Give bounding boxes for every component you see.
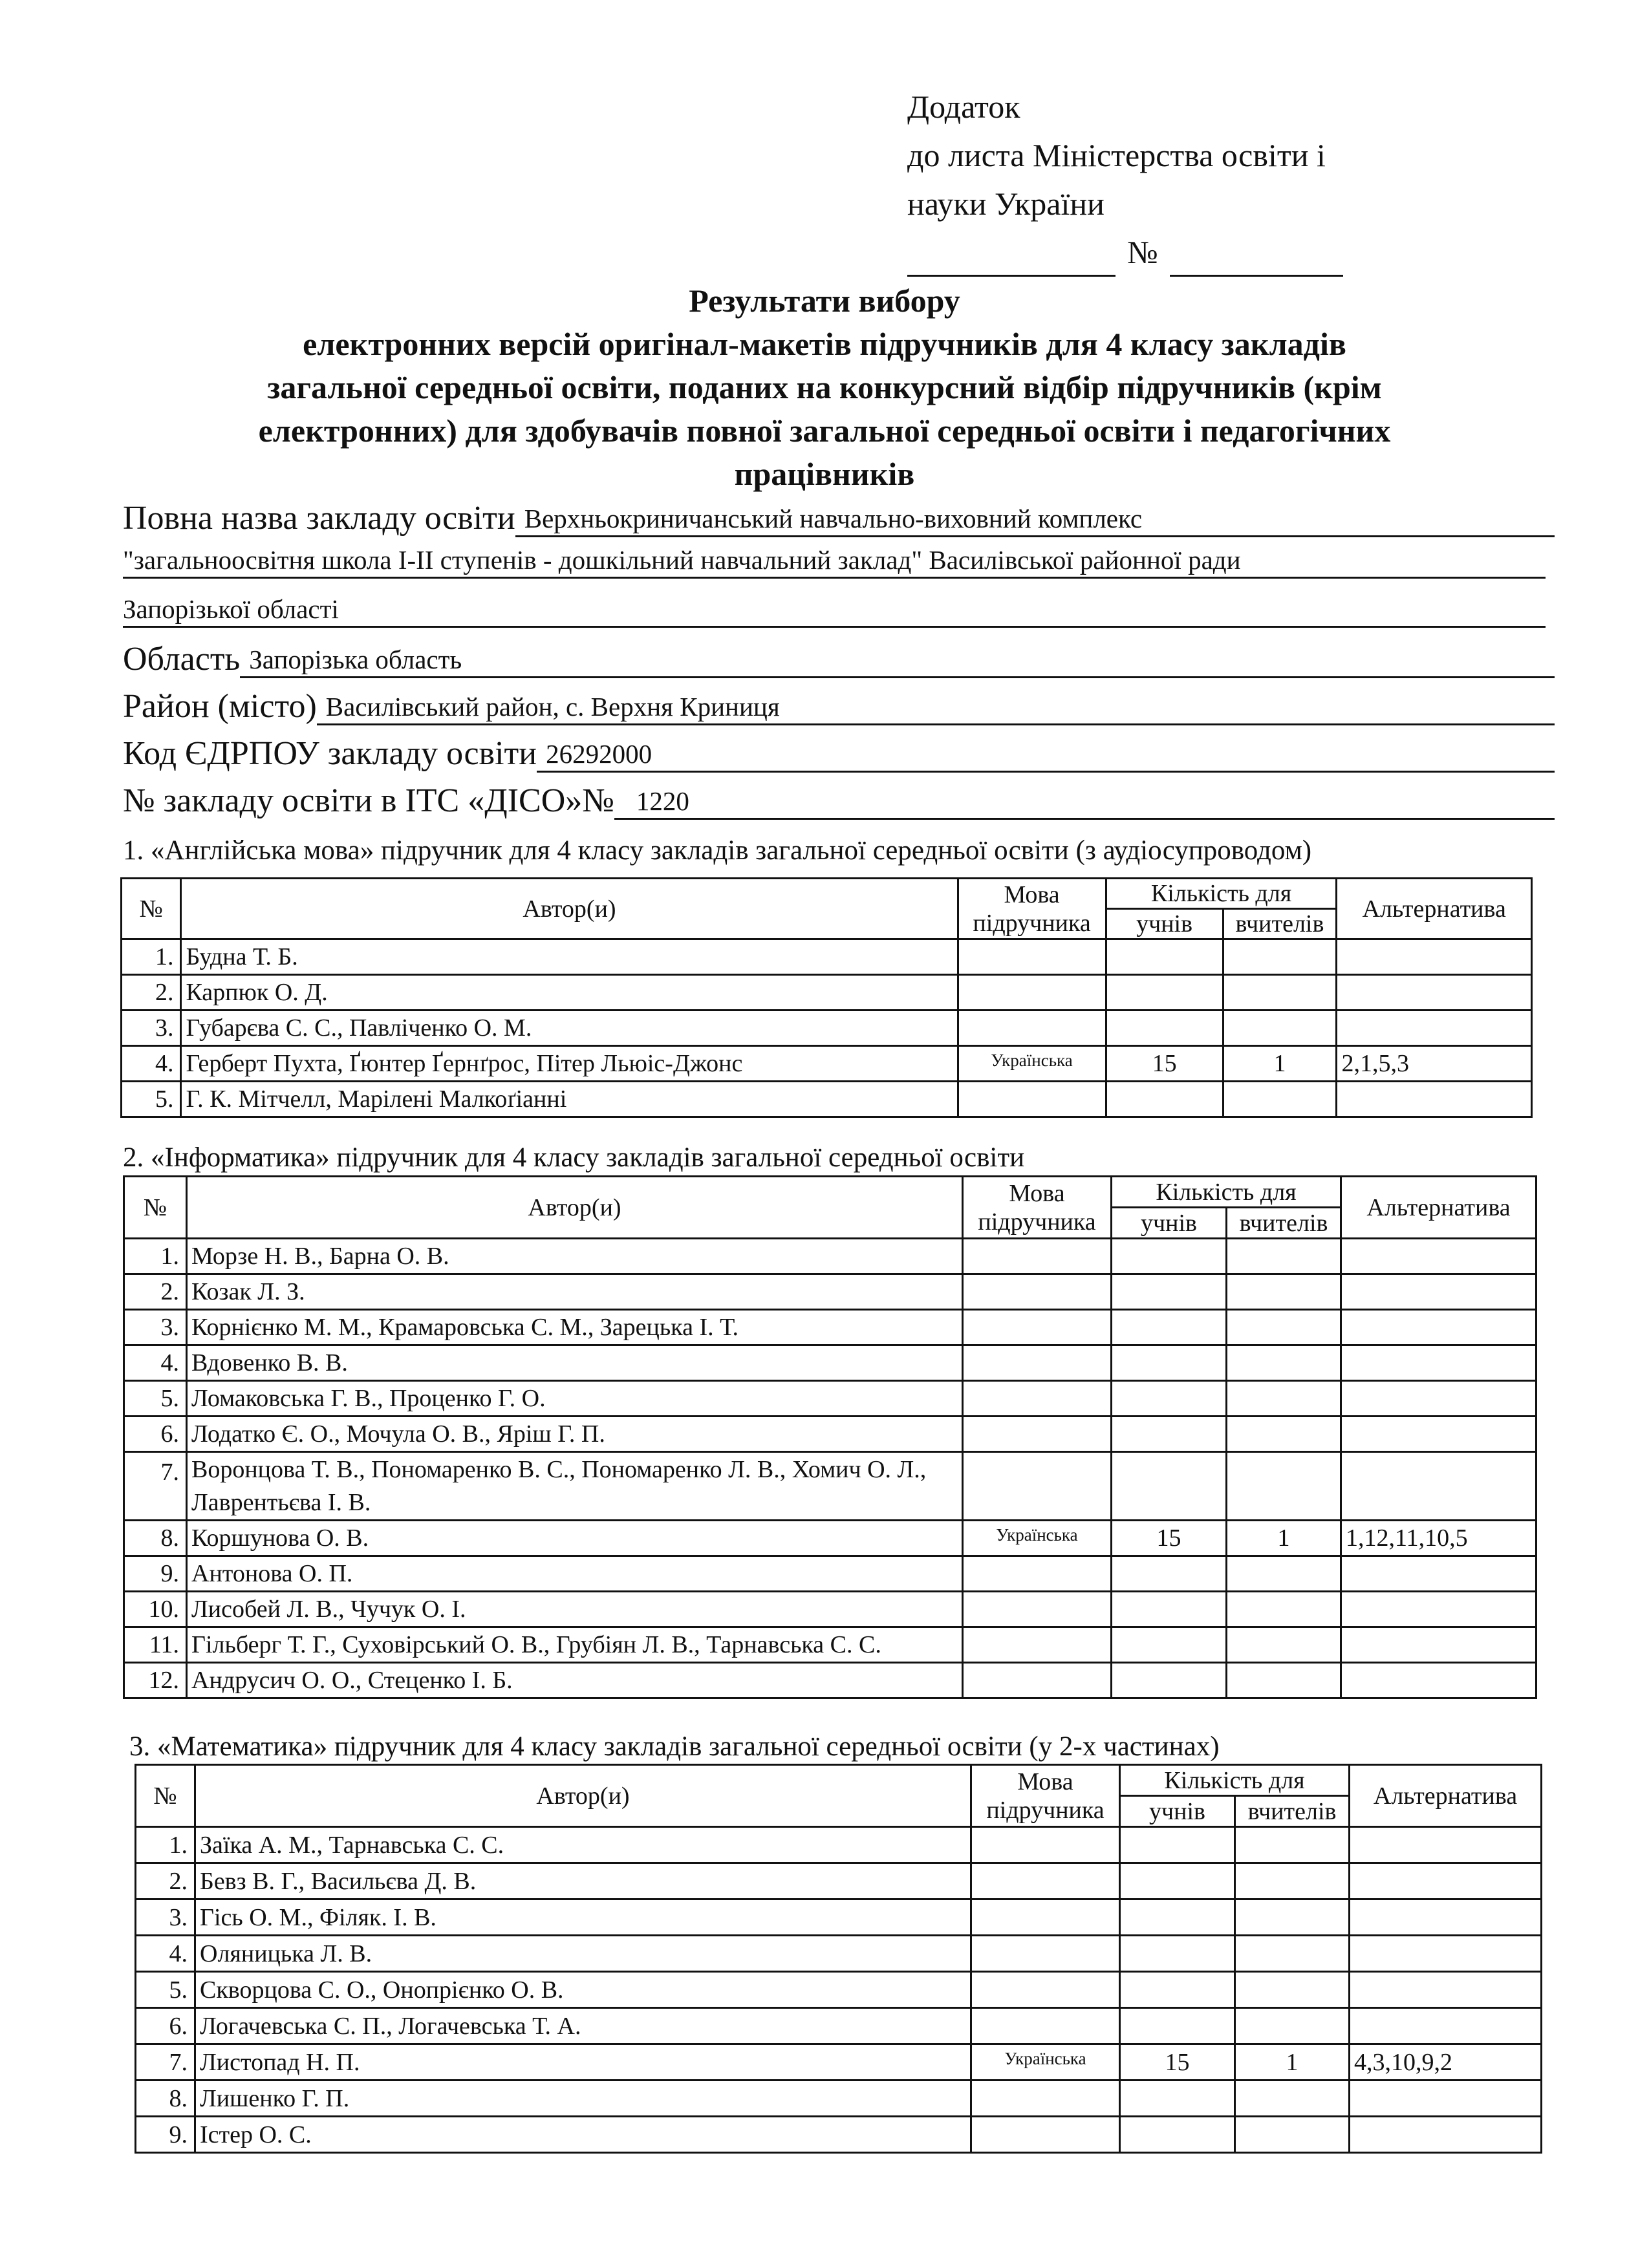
row-teachers [1235,2117,1350,2153]
header-authors: Автор(и) [187,1177,963,1239]
row-lang [971,1899,1120,1936]
row-alt [1350,2081,1542,2117]
row-students [1120,2081,1235,2117]
its-field [123,782,1555,820]
row-author: Коршунова О. В. [187,1521,963,1556]
section-1-title: 1. «Англійська мова» підручник для 4 класу закладів загальної середньої освіти (з аудіосупроводом) [123,835,1312,866]
row-num: 2. [124,1274,187,1310]
row-author: Г. К. Мітчелл, Марілені Малкоґіанні [181,1082,958,1117]
row-teachers [1227,1452,1341,1521]
annex-number-line [907,228,1343,277]
row-author: Антонова О. П. [187,1556,963,1592]
row-num: 9. [136,2117,195,2153]
header-alt: Альтернатива [1350,1765,1542,1827]
row-lang [963,1556,1112,1592]
row-students [1120,1936,1235,1972]
table-row [136,1827,1542,1863]
row-teachers: 1 [1223,1046,1337,1082]
row-students [1112,1417,1227,1452]
row-students: 15 [1106,1046,1223,1082]
letter-number-blank [1170,241,1343,277]
row-alt [1350,2117,1542,2153]
row-author: Оляницька Л. В. [195,1936,971,1972]
header-teachers: вчителів [1223,909,1337,939]
row-lang [958,975,1106,1011]
row-lang [971,1972,1120,2008]
row-lang [963,1310,1112,1345]
section-2-table [123,1175,1537,1699]
full-name-field [123,499,1555,537]
edrpou-label: Код ЄДРПОУ закладу освіти [123,735,537,772]
row-students [1112,1239,1227,1274]
title-line-2: електронних версій оригінал-макетів підручників для 4 класу закладів [303,326,1346,362]
title-line-5: працівників [734,456,915,492]
header-alt: Альтернатива [1341,1177,1536,1239]
row-num: 6. [124,1417,187,1452]
row-teachers [1227,1381,1341,1417]
its-label: № закладу освіти в ІТС «ДІСО»№ [123,782,614,819]
row-alt [1341,1592,1536,1627]
row-students [1120,1827,1235,1863]
row-lang [963,1239,1112,1274]
row-author: Карпюк О. Д. [181,975,958,1011]
table-row [136,1972,1542,2008]
full-name-value-2: "загальноосвітня школа І-ІІ ступенів - дошкільний навчальний заклад" Василівської районної ради [123,543,1546,579]
annex-block [907,83,1343,277]
district-value: Василівський район, с. Верхня Криниця [317,690,1555,725]
row-num: 5. [122,1082,181,1117]
row-num: 5. [124,1381,187,1417]
row-students [1112,1556,1227,1592]
row-author: Істер О. С. [195,2117,971,2153]
row-alt: 4,3,10,9,2 [1350,2044,1542,2081]
row-author: Лодатко Є. О., Мочула О. В., Яріш Г. П. [187,1417,963,1452]
region-field [123,640,1555,678]
row-author: Воронцова Т. В., Пономаренко В. С., Пономаренко Л. В., Хомич О. Л., Лаврентьєва І. В. [187,1452,963,1521]
row-students [1112,1310,1227,1345]
row-teachers: 1 [1227,1521,1341,1556]
header-lang: Мова підручника [971,1765,1120,1827]
table-row [124,1663,1536,1698]
row-num: 10. [124,1592,187,1627]
row-num: 3. [122,1011,181,1046]
row-alt [1337,1082,1532,1117]
row-num: 12. [124,1663,187,1698]
row-teachers [1227,1627,1341,1663]
header-authors: Автор(и) [195,1765,971,1827]
row-alt [1350,2008,1542,2044]
row-author: Корнієнко М. М., Крамаровська С. М., Зарецька І. Т. [187,1310,963,1345]
row-students [1120,2117,1235,2153]
row-num: 4. [122,1046,181,1082]
row-author: Вдовенко В. В. [187,1345,963,1381]
table-row [122,1011,1532,1046]
row-author: Герберт Пухта, Ґюнтер Ґернґрос, Пітер Льюіс-Джонс [181,1046,958,1082]
row-lang [971,1936,1120,1972]
table-row [124,1381,1536,1417]
row-teachers [1235,1827,1350,1863]
title-line-3: загальної середньої освіти, поданих на конкурсний відбір підручників (крім [267,369,1382,405]
row-lang [963,1274,1112,1310]
row-lang [958,939,1106,975]
row-alt [1341,1627,1536,1663]
row-alt [1341,1310,1536,1345]
row-students [1112,1592,1227,1627]
header-teachers: вчителів [1227,1208,1341,1239]
header-lang: Мова підручника [958,879,1106,939]
table-row [124,1417,1536,1452]
header-students: учнів [1120,1796,1235,1827]
table-row [136,2008,1542,2044]
section-3-table [135,1764,1542,2154]
row-alt [1341,1556,1536,1592]
row-author: Губарєва С. С., Павліченко О. М. [181,1011,958,1046]
row-students [1120,1863,1235,1899]
row-alt [1350,1972,1542,2008]
row-students [1112,1627,1227,1663]
row-num: 2. [136,1863,195,1899]
its-value: 1220 [614,784,1555,820]
number-sign: № [1127,234,1158,270]
row-students [1106,975,1223,1011]
row-lang [971,2008,1120,2044]
row-lang [971,2081,1120,2117]
header-alt: Альтернатива [1337,879,1532,939]
row-teachers [1223,1011,1337,1046]
table-row [124,1592,1536,1627]
row-lang: Українська [963,1521,1112,1556]
row-teachers [1223,1082,1337,1117]
row-num: 4. [124,1345,187,1381]
row-num: 1. [122,939,181,975]
district-label: Район (місто) [123,688,317,725]
header-students: учнів [1106,909,1223,939]
table-row [122,975,1532,1011]
table-row [124,1310,1536,1345]
letter-date-blank [907,241,1116,277]
row-author: Лисобей Л. В., Чучук О. І. [187,1592,963,1627]
row-author: Заїка А. М., Тарнавська С. С. [195,1827,971,1863]
table-row [136,2044,1542,2081]
row-students [1106,1011,1223,1046]
row-num: 8. [136,2081,195,2117]
table-row [124,1521,1536,1556]
row-author: Будна Т. Б. [181,939,958,975]
row-author: Логачевська С. П., Логачевська Т. А. [195,2008,971,2044]
row-num: 1. [124,1239,187,1274]
row-teachers [1223,975,1337,1011]
row-teachers [1235,1972,1350,2008]
table-row [136,2117,1542,2153]
table-row [136,2081,1542,2117]
row-lang [963,1345,1112,1381]
table-row [122,1046,1532,1082]
row-alt [1341,1381,1536,1417]
row-teachers [1227,1310,1341,1345]
header-num: № [136,1765,195,1827]
annex-line-2: до листа Міністерства освіти і [907,137,1326,173]
section-1-table [120,877,1533,1118]
row-num: 8. [124,1521,187,1556]
row-alt [1350,1936,1542,1972]
table-row [136,1936,1542,1972]
row-num: 3. [136,1899,195,1936]
row-teachers [1235,1863,1350,1899]
table-row [124,1345,1536,1381]
row-alt: 1,12,11,10,5 [1341,1521,1536,1556]
edrpou-field [123,734,1555,773]
row-author: Лишенко Г. П. [195,2081,971,2117]
row-lang [963,1452,1112,1521]
row-alt [1341,1345,1536,1381]
header-qty: Кількість для [1120,1765,1350,1796]
section-2-title: 2. «Інформатика» підручник для 4 класу закладів загальної середньої освіти [123,1142,1025,1173]
row-lang [971,1863,1120,1899]
row-lang [963,1663,1112,1698]
header-num: № [124,1177,187,1239]
row-alt [1350,1827,1542,1863]
table-row [124,1556,1536,1592]
row-num: 3. [124,1310,187,1345]
row-students [1112,1663,1227,1698]
row-lang [971,1827,1120,1863]
row-num: 1. [136,1827,195,1863]
district-field [123,687,1555,725]
table-row [124,1627,1536,1663]
row-lang [958,1011,1106,1046]
row-alt [1341,1417,1536,1452]
row-author: Листопад Н. П. [195,2044,971,2081]
region-label: Область [123,641,241,678]
row-num: 5. [136,1972,195,2008]
row-students [1112,1274,1227,1310]
region-value: Запорізька область [240,643,1555,678]
table-row [124,1239,1536,1274]
row-alt [1337,939,1532,975]
full-name-value-1: Верхньокриничанський навчально-виховний комплекс [515,502,1555,537]
row-author: Гісь О. М., Філяк. І. В. [195,1899,971,1936]
row-teachers [1223,939,1337,975]
row-author: Скворцова С. О., Онопрієнко О. В. [195,1972,971,2008]
header-students: учнів [1112,1208,1227,1239]
row-students [1120,2008,1235,2044]
row-num: 7. [136,2044,195,2081]
row-teachers [1235,2008,1350,2044]
header-qty: Кількість для [1112,1177,1341,1208]
table-row [136,1863,1542,1899]
row-num: 6. [136,2008,195,2044]
edrpou-value: 26292000 [537,737,1555,773]
row-alt [1350,1899,1542,1936]
row-teachers [1235,1936,1350,1972]
table-row [122,1082,1532,1117]
full-name-value-3: Запорізької області [123,592,1546,628]
table-row [124,1452,1536,1521]
row-lang [963,1417,1112,1452]
row-author: Козак Л. З. [187,1274,963,1310]
row-students [1112,1452,1227,1521]
row-teachers [1227,1592,1341,1627]
table-row [122,939,1532,975]
header-lang: Мова підручника [963,1177,1112,1239]
row-lang [958,1082,1106,1117]
row-alt [1341,1452,1536,1521]
row-teachers [1235,1899,1350,1936]
row-alt [1341,1663,1536,1698]
full-name-label: Повна назва закладу освіти [123,500,515,537]
row-teachers [1227,1663,1341,1698]
row-lang [963,1381,1112,1417]
table-row [124,1274,1536,1310]
row-lang [971,2117,1120,2153]
header-teachers: вчителів [1235,1796,1350,1827]
row-alt [1341,1274,1536,1310]
table-row [136,1899,1542,1936]
row-teachers [1227,1239,1341,1274]
row-author: Морзе Н. В., Барна О. В. [187,1239,963,1274]
title-line-4: електронних) для здобувачів повної загальної середньої освіти і педагогічних [258,412,1391,449]
row-num: 2. [122,975,181,1011]
row-students [1120,1972,1235,2008]
row-students [1106,939,1223,975]
row-alt [1341,1239,1536,1274]
row-alt: 2,1,5,3 [1337,1046,1532,1082]
row-num: 9. [124,1556,187,1592]
row-num: 11. [124,1627,187,1663]
row-teachers [1227,1417,1341,1452]
row-lang [963,1627,1112,1663]
row-alt [1337,975,1532,1011]
section-3-title: 3. «Математика» підручник для 4 класу закладів загальної середньої освіти (у 2-х частинах) [129,1731,1220,1762]
header-authors: Автор(и) [181,879,958,939]
row-students [1112,1381,1227,1417]
annex-line-3: науки України [907,186,1105,222]
row-students [1120,1899,1235,1936]
document-title [123,279,1526,496]
row-author: Гільберг Т. Г., Суховірський О. В., Грубіян Л. В., Тарнавська С. С. [187,1627,963,1663]
row-alt [1350,1863,1542,1899]
row-num: 4. [136,1936,195,1972]
row-author: Ломаковська Г. В., Проценко Г. О. [187,1381,963,1417]
row-teachers [1227,1345,1341,1381]
row-students [1106,1082,1223,1117]
row-lang: Українська [971,2044,1120,2081]
title-line-1: Результати вибору [689,283,960,319]
row-author: Андрусич О. О., Стеценко І. Б. [187,1663,963,1698]
row-teachers: 1 [1235,2044,1350,2081]
row-students: 15 [1112,1521,1227,1556]
row-teachers [1227,1274,1341,1310]
row-teachers [1235,2081,1350,2117]
row-students [1112,1345,1227,1381]
row-author: Бевз В. Г., Васильєва Д. В. [195,1863,971,1899]
row-num: 7. [124,1452,187,1521]
row-teachers [1227,1556,1341,1592]
header-num: № [122,879,181,939]
row-students: 15 [1120,2044,1235,2081]
annex-line-1: Додаток [907,89,1020,125]
header-qty: Кількість для [1106,879,1337,909]
row-lang: Українська [958,1046,1106,1082]
row-lang [963,1592,1112,1627]
row-alt [1337,1011,1532,1046]
